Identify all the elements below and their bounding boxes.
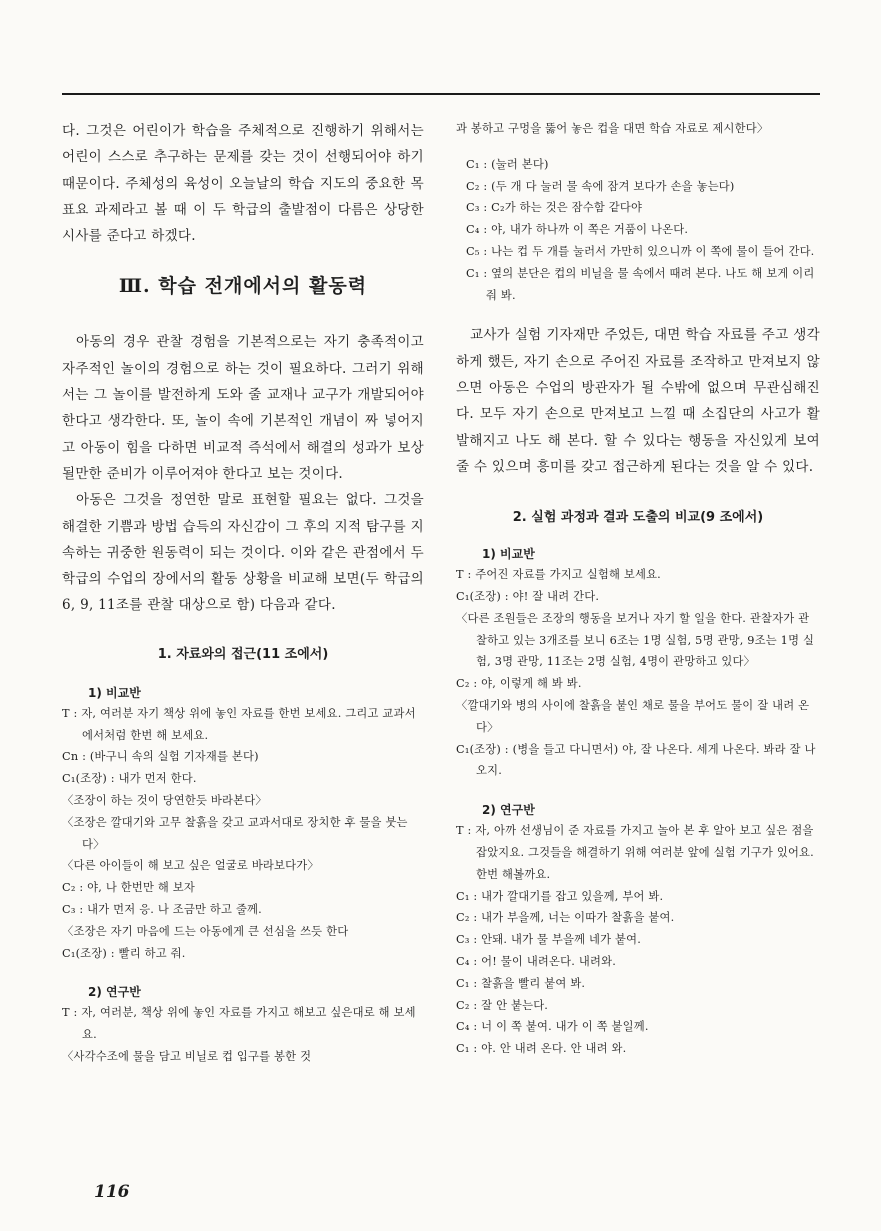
body-paragraph: 아동은 그것을 정연한 말로 표현할 필요는 없다. 그것을 해결한 기쁨과 방법 습득의 자신감이 그 후의 지적 탐구를 지속하는 귀중한 원동력이 되는 것이다. 이와 같은 관점에서 두 학급의 수업의 장에서의 활동 상황을 비교해 보면(두 학급의 6, 9, 11조를 관찰 대상으로 함) 다음과 같다. — [62, 492, 424, 614]
dialogue-line: C₄ : 어! 물이 내려온다. 내려와. — [456, 954, 616, 968]
dialogue-line: C₄ : 너 이 쪽 붙여. 내가 이 쪽 붙일께. — [456, 1020, 649, 1034]
dialogue-line: C₁(조장) : 빨리 하고 줘. — [62, 946, 186, 960]
dialogue-line: C₃ : 안돼. 내가 물 부을께 네가 붙여. — [456, 933, 642, 947]
dialogue-line: 〈조장이 하는 것이 당연한듯 바라본다〉 — [62, 793, 267, 807]
dialogue-line: 〈조장은 깔대기와 고무 찰흙을 갖고 교과서대로 장치한 후 물을 붓는다〉 — [62, 815, 408, 851]
part-title: 2) 연구반 — [482, 803, 535, 818]
page-number: 116 — [94, 1182, 130, 1202]
part-title: 2) 연구반 — [88, 985, 141, 1000]
dialogue-line: C₁ : 야. 안 내려 온다. 안 내려 와. — [456, 1042, 627, 1056]
dialogue-block — [62, 703, 424, 965]
body-paragraph: 교사가 실험 기자재만 주었든, 대면 학습 자료를 주고 생각하게 했든, 자기 손으로 주어진 자료를 조작하고 만져보지 않으면 아동은 수업의 방관자가 될 수밖에 없으며 무관심해진다. 모두 자기 손으로 만져보고 느낄 때 소집단의 사고가 활발해지고 나도 해 본다. 할 수 있다는 행동을 자신있게 보여 줄 수 있으며 흥미를 갖고 접근하게 된다는 것을 알 수 있다. — [456, 327, 820, 475]
subsection-title: 1. 자료와의 접근(11 조에서) — [157, 646, 329, 662]
dialogue-line: C₁ : 찰흙을 빨리 붙여 봐. — [456, 976, 586, 990]
dialogue-block — [456, 154, 820, 307]
body-paragraph: 아동의 경우 관찰 경험을 기본적으로는 자기 충족적이고 자주적인 놀이의 경험으로 하는 것이 필요하다. 그러기 위해서는 그 놀이를 발전하게 도와 줄 교재나 교구가 개발되어야 한다고 생각한다. 또, 놀이 속에 기본적인 개념이 짜 넣어지고 아동이 힘을 다하면 비교적 즉석에서 해결의 성과가 보상될만한 준비가 이루어져야 한다고 보는 것이다. — [62, 334, 424, 482]
header-rule — [62, 93, 820, 95]
dialogue-line: C₁(조장) : (병을 들고 다니면서) 야, 잘 나온다. 세게 나온다. 봐라 잘 나오지. — [456, 742, 816, 778]
dialogue-line: 과 봉하고 구멍을 뚫어 놓은 컵을 대면 학습 자료로 제시한다〉 — [456, 122, 769, 135]
dialogue-line: C₂ : 야, 이렇게 해 봐 봐. — [456, 677, 582, 691]
dialogue-line: T : 자, 여러분, 책상 위에 놓인 자료를 가지고 해보고 싶은대로 해 보세요. — [62, 1006, 416, 1042]
part-title: 1) 비교반 — [88, 685, 141, 700]
dialogue-line: C₂ : 야, 나 한번만 해 보자 — [62, 881, 196, 895]
dialogue-line: T : 자, 여러분 자기 책상 위에 놓인 자료를 한번 보세요. 그리고 교과서에서처럼 한번 해 보세요. — [62, 706, 416, 742]
dialogue-line: C₃ : C₂가 하는 것은 잠수함 같다야 — [466, 201, 643, 215]
dialogue-line: C₄ : 야, 내가 하나까 이 쪽은 거품이 나온다. — [466, 223, 689, 237]
intro-paragraph: 다. 그것은 어린이가 학습을 주체적으로 진행하기 위해서는 어린이 스스로 추구하는 문제를 갖는 것이 선행되어야 하기 때문이다. 주체성의 육성이 오늘날의 학습 지도의 중요한 목표요 과제라고 볼 때 이 두 학급의 출발점이 다름은 상당한 시사를 준다고 하겠다. — [62, 123, 424, 245]
dialogue-line: C₁(조장) : 내가 먼저 한다. — [62, 772, 197, 786]
dialogue-block — [456, 564, 820, 782]
dialogue-line: C₅ : 나는 컵 두 개를 눌러서 가만히 있으니까 이 쪽에 물이 들어 간다. — [466, 244, 815, 258]
dialogue-line: C₁(조장) : 야! 잘 내려 간다. — [456, 589, 600, 603]
dialogue-line: C₂ : 내가 부을께, 너는 이따가 찰흙을 붙여. — [456, 911, 675, 925]
dialogue-line: C₁ : (눌러 본다) — [466, 157, 549, 171]
right-column — [456, 118, 820, 1060]
dialogue-line: Cn : (바구니 속의 실험 기자재를 본다) — [62, 750, 259, 764]
dialogue-block — [456, 118, 820, 140]
section-title: Ⅲ. 학습 전개에서의 활동력 — [118, 275, 368, 298]
dialogue-line: 〈조장은 자기 마음에 드는 아동에게 큰 선심을 쓰듯 한다 — [62, 924, 349, 938]
dialogue-line: 〈사각수조에 물을 담고 비닐로 컵 입구를 봉한 것 — [62, 1049, 312, 1063]
dialogue-line: 〈다른 아이들이 해 보고 싶은 얼굴로 바라보다가〉 — [62, 859, 319, 873]
dialogue-line: T : 주어진 자료를 가지고 실험해 보세요. — [456, 568, 661, 582]
part-title: 1) 비교반 — [482, 547, 535, 562]
dialogue-line: T : 자, 아까 선생님이 준 자료를 가지고 놀아 본 후 알아 보고 싶은 점을 잡았지요. 그것들을 해결하기 위해 여러분 앞에 실험 기구가 있어요. 한번 해볼까요. — [456, 824, 814, 881]
dialogue-line: 〈깔대기와 병의 사이에 찰흙을 붙인 채로 물을 부어도 물이 잘 내려 온다〉 — [456, 698, 810, 734]
left-column — [62, 118, 424, 1068]
dialogue-line: C₁ : 내가 깔대기를 잡고 있을께, 부어 봐. — [456, 889, 664, 903]
dialogue-line: 〈다른 조원들은 조장의 행동을 보거나 자기 할 일을 한다. 관찰자가 관찰하고 있는 3개조를 보니 6조는 1명 실험, 5명 관망, 9조는 1명 실험, 3명 관망, 11조는 2명 실험, 4명이 관망하고 있다〉 — [456, 611, 815, 669]
dialogue-line: C₂ : 잘 안 붙는다. — [456, 998, 549, 1012]
subsection-title: 2. 실험 과정과 결과 도출의 비교(9 조에서) — [512, 510, 764, 526]
dialogue-line: C₃ : 내가 먼저 응. 나 조금만 하고 줄께. — [62, 902, 262, 916]
dialogue-line: C₁ : 옆의 분단은 컵의 비닐을 물 속에서 때려 본다. 나도 해 보게 이리 줘 봐. — [466, 266, 815, 302]
dialogue-block — [62, 1002, 424, 1067]
dialogue-block — [456, 820, 820, 1060]
dialogue-line: C₂ : (두 개 다 눌러 물 속에 잠겨 보다가 손을 놓는다) — [466, 179, 735, 193]
